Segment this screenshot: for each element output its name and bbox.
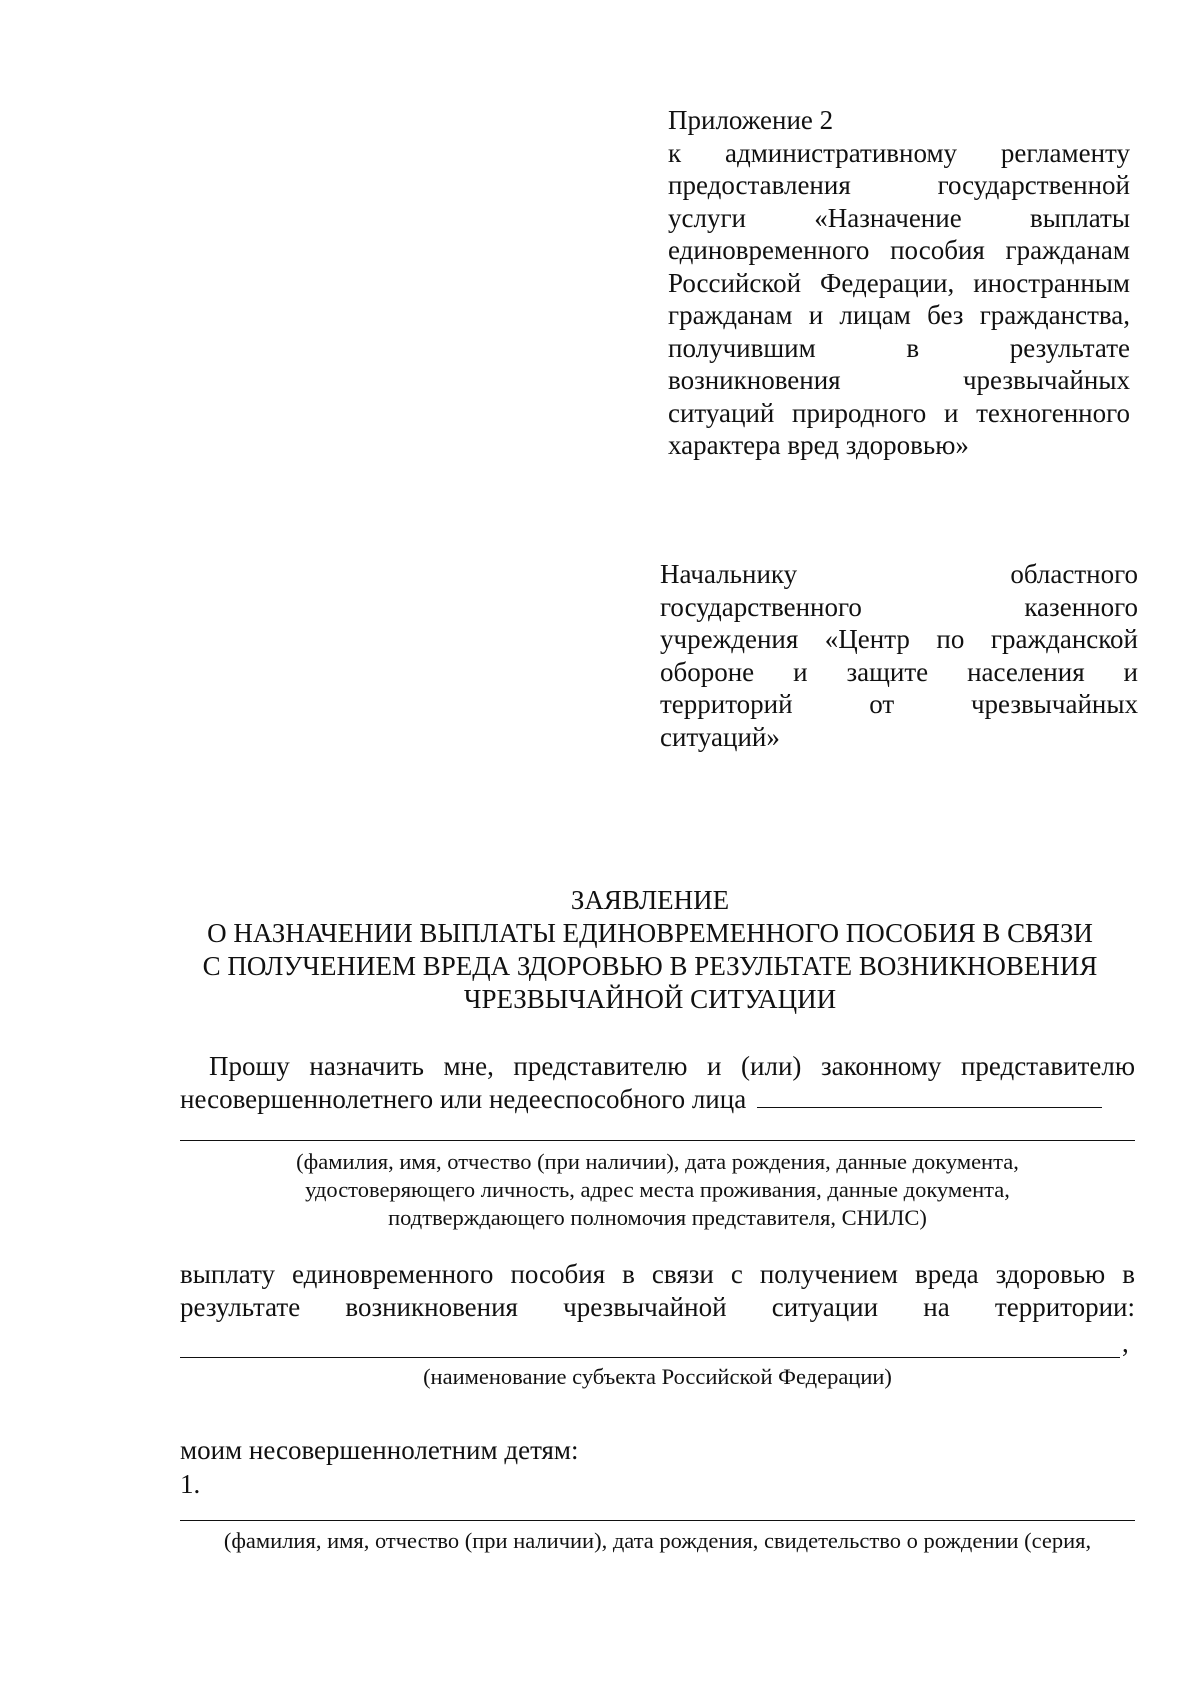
child-item-number: 1.: [180, 1469, 201, 1499]
annex-line: возникновения чрезвычайных: [668, 365, 1130, 395]
addressee-line: ситуаций»: [660, 721, 780, 752]
region-caption: [180, 1363, 1135, 1391]
title-line: О НАЗНАЧЕНИИ ВЫПЛАТЫ ЕДИНОВРЕМЕННОГО ПОСОБИЯ В СВЯЗИ: [207, 918, 1093, 948]
payment-paragraph: [180, 1258, 1135, 1324]
title-line: ЗАЯВЛЕНИЕ: [570, 885, 730, 915]
caption-line: (фамилия, имя, отчество (при наличии), дата рождения, данные документа,: [296, 1149, 1019, 1174]
annex-line: Российской Федерации, иностранным: [668, 267, 1130, 298]
addressee-line: государственного казенного: [660, 591, 1138, 622]
document-title: [150, 884, 1150, 1016]
caption-line: удостоверяющего личность, адрес места проживания, данные документа,: [305, 1177, 1010, 1202]
request-line: несовершеннолетнего или недееспособного лица: [180, 1084, 747, 1114]
applicant-details-line[interactable]: [180, 1140, 1135, 1141]
title-line: С ПОЛУЧЕНИЕМ ВРЕДА ЗДОРОВЬЮ В РЕЗУЛЬТАТЕ ВОЗНИКНОВЕНИЯ: [202, 951, 1098, 981]
caption-line: (фамилия, имя, отчество (при наличии), дата рождения, свидетельство о рождении (серия,: [223, 1528, 1092, 1553]
trailing-comma: ,: [1122, 1328, 1129, 1358]
annex-line: характера вред здоровью»: [668, 430, 969, 460]
payment-line: результате возникновения чрезвычайной ситуации на территории:: [180, 1292, 1135, 1322]
addressee-block: [660, 558, 1138, 753]
annex-line: единовременного пособия гражданам: [668, 235, 1130, 265]
caption-line: (наименование субъекта Российской Федерации): [423, 1364, 892, 1389]
annex-block: [668, 104, 1130, 462]
request-paragraph: [180, 1050, 1135, 1116]
caption-line: подтверждающего полномочия представителя, СНИЛС): [388, 1205, 927, 1230]
title-line: ЧРЕЗВЫЧАЙНОЙ СИТУАЦИИ: [463, 984, 837, 1014]
annex-line: гражданам и лицам без гражданства,: [668, 300, 1130, 330]
child-caption: [180, 1527, 1135, 1555]
request-line: Прошу назначить мне, представителю и (или) законному представителю: [209, 1051, 1135, 1081]
annex-line: получившим в результате: [668, 332, 1130, 363]
child-details-line[interactable]: [180, 1520, 1135, 1521]
annex-line: услуги «Назначение выплаты: [668, 202, 1130, 233]
annex-title: Приложение 2: [668, 105, 834, 135]
addressee-line: учреждения «Центр по гражданской: [660, 624, 1138, 654]
addressee-line: территорий от чрезвычайных: [660, 689, 1138, 719]
addressee-line: Начальнику областного: [660, 559, 1138, 589]
applicant-caption: [180, 1148, 1135, 1232]
request-line-with-blank: [180, 1083, 1135, 1116]
annex-line: предоставления государственной: [668, 170, 1130, 200]
region-blank[interactable]: [180, 1357, 1120, 1358]
addressee-line: обороне и защите населения и: [660, 656, 1138, 687]
payment-line: выплату единовременного пособия в связи с получением вреда здоровью в: [180, 1259, 1135, 1289]
applicant-name-blank[interactable]: [757, 1087, 1102, 1108]
children-label: моим несовершеннолетним детям:: [180, 1435, 579, 1465]
annex-line: ситуаций природного и техногенного: [668, 397, 1130, 428]
annex-line: к административному регламенту: [668, 137, 1130, 168]
